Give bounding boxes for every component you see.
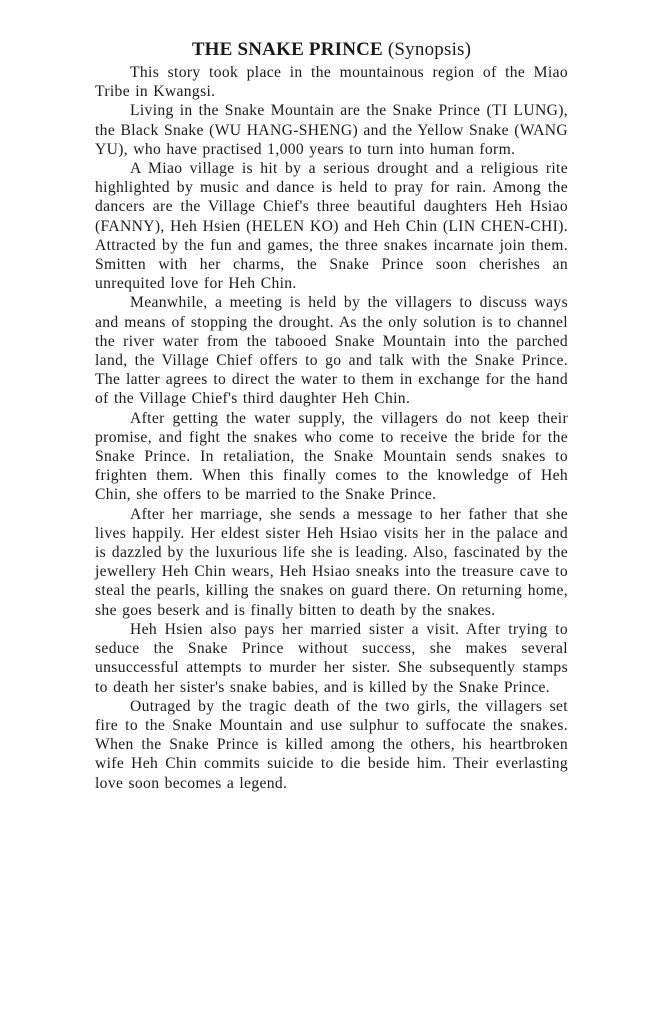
- paragraph-broken-promise: After getting the water supply, the villagers do not keep their promise, and fight the snakes who come to receive the bride for the Snake Prince. In retaliation, the Snake Mountain sends snakes to frighten them. When this finally comes to the knowledge of Heh Chin, she offers to be married to the Snake Prince.: [95, 409, 568, 504]
- paragraph-meeting: Meanwhile, a meeting is held by the villagers to discuss ways and means of stopping the drought. As the only solution is to channel the river water from the tabooed Snake Mountain into the parched land, the Village Chief offers to go and talk with the Snake Prince. The latter agrees to direct the water to them in exchange for the hand of the Village Chief's third daughter Heh Chin.: [95, 294, 568, 408]
- page-title: [95, 38, 568, 62]
- paragraph-marriage: After her marriage, she sends a message to her father that she lives happily. Her eldest sister Heh Hsiao visits her in the palace and is dazzled by the luxurious life she is leading. Also, fascinated by the jewellery Heh Chin wears, Heh Hsiao sneaks into the treasure cave to steal the pearls, killing the snakes on guard there. On returning home, she goes beserk and is finally bitten to death by the snakes.: [95, 505, 568, 619]
- paragraph-heh-hsien: Heh Hsien also pays her married sister a visit. After trying to seduce the Snake Prince without success, she makes several unsuccessful attempts to murder her sister. She subsequently stamps to death her sister's snake babies, and is killed by the Snake Prince.: [95, 620, 568, 696]
- title-main: THE SNAKE PRINCE: [191, 39, 383, 60]
- paragraph-ending: Outraged by the tragic death of the two girls, the villagers set fire to the Snake Mountain and use sulphur to suffocate the snakes. When the Snake Prince is killed among the others, his heartbroken wife Heh Chin commits suicide to die beside him. Their everlasting love soon becomes a legend.: [95, 697, 568, 792]
- paragraph-drought-rite: A Miao village is hit by a serious drought and a religious rite highlighted by music and dance is held to pray for rain. Among the dancers are the Village Chief's three beautiful daughters Heh Hsiao (FANNY), Heh Hsien (HELEN KO) and Heh Chin (LIN CHEN-CHI). Attracted by the fun and games, the three snakes incarnate join them. Smitten with her charms, the Snake Prince soon cherishes an unrequited love for Heh Chin.: [95, 160, 568, 293]
- synopsis-body: [95, 63, 568, 793]
- synopsis-page: [95, 38, 568, 793]
- title-subtitle: (Synopsis): [387, 39, 472, 60]
- paragraph-snakes: Living in the Snake Mountain are the Snake Prince (TI LUNG), the Black Snake (WU HANG-SHENG) and the Yellow Snake (WANG YU), who have practised 1,000 years to turn into human form.: [95, 102, 568, 158]
- paragraph-setting: This story took place in the mountainous region of the Miao Tribe in Kwangsi.: [95, 64, 568, 101]
